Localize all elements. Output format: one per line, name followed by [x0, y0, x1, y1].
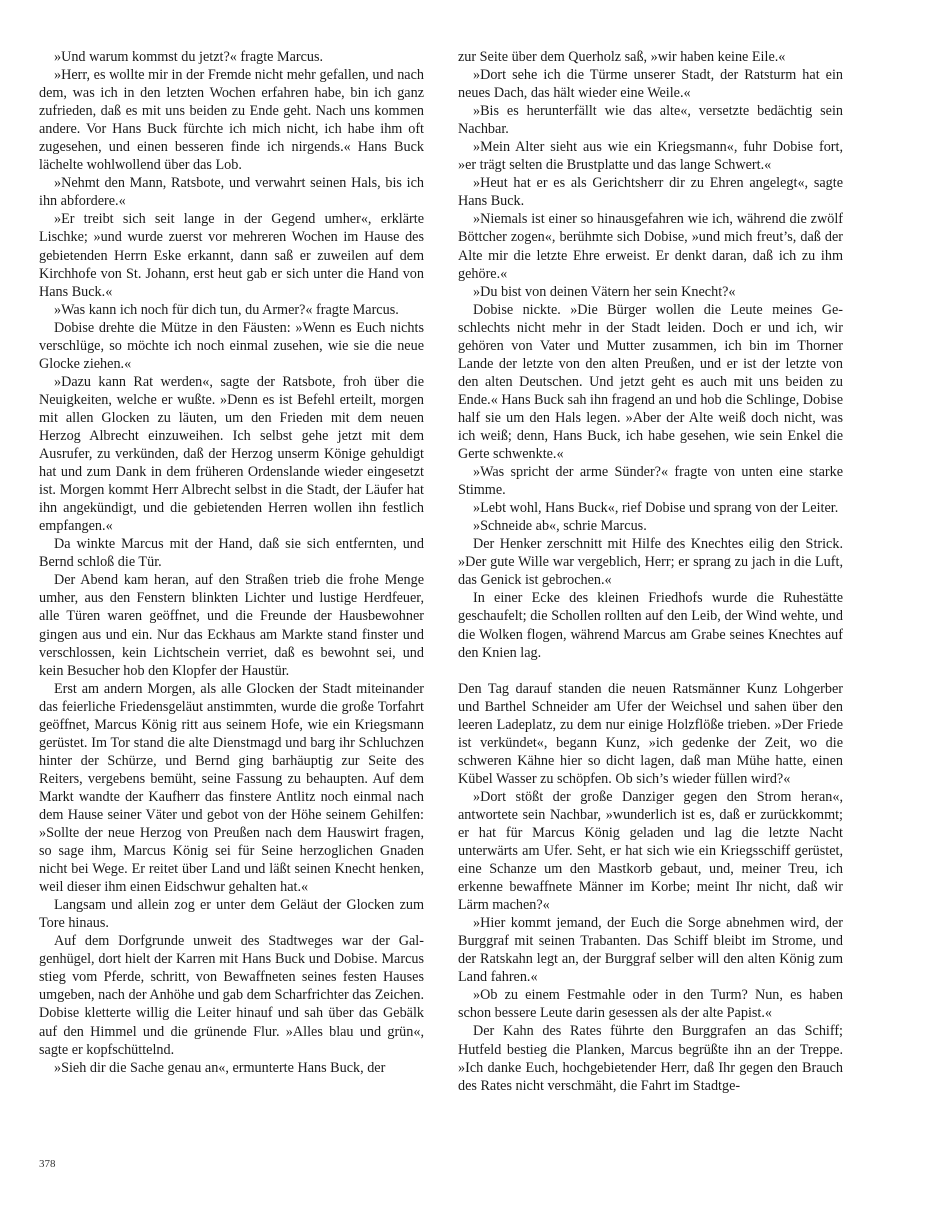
paragraph: »Was kann ich noch für dich tun, du Armer?« fragte Marcus.: [54, 301, 399, 318]
paragraph: »Schneide ab«, schrie Marcus.: [473, 518, 647, 535]
paragraph: Erst am andern Morgen, als alle Glocken der Stadt miteinander das feierliche Friedensgeläut anstimmten, wurde die große Torfahrt geöffnet, Marcus König ritt aus seinem Hofe, wie ein Kriegsmann gerüstet. Im Tor stand die alte Dienstmagd und barg ihr Schluchzen hinter der Schürze, und Bernd ging barhäuptig zur Seite des Reiters, vergebens bemüht, seine Fassung zu behaupten. Auf dem Markt wandte der Kaufherr das finstere Antlitz noch einmal nach dem Hause seiner Väter und gebot von der Höhe seinem Gehilfen: »Sollte der neue Herzog von Preußen nach dem Hauswirt fragen, so sage ihm, Marcus König sei für Seine herzoglichen Gnaden nicht bei Wege. Er reitet über Land und läßt seinen Knecht henken, weil dieser ihm einen Eidschwur gehalten hat.«: [39, 680, 424, 896]
paragraph: »Mein Alter sieht aus wie ein Kriegsmann«, fuhr Dobise fort, »er trägt selten die Brustplatte und das lange Schwert.«: [458, 139, 843, 174]
right-column: [458, 48, 843, 1095]
paragraph: »Ob zu einem Festmahle oder in den Turm? Nun, es haben schon bessere Leute darin gesessen als der alte Papist.«: [458, 987, 843, 1022]
paragraph: »Niemals ist einer so hinausgefahren wie ich, während die zwölf Böttcher zogen«, berühmte sich Dobise, »und mich freut’s, daß der Alte mir die letzte Ehre erweist. Er denkt daran, daß ich zu ihm gehöre.«: [458, 211, 843, 282]
paragraph: Dobise nickte. »Die Bürger wollen die Leute meines Geschlechts nicht mehr in der Stadt leiden. Doch er und ich, wir gehören von Vater und Mutter zusammen, ich bin im Thorner Lande der letzte von den alten Preußen, und er ist der letzte von den alten Deutschen. Und jetzt geht es auch mit uns beiden zu Ende.« Hans Buck sah ihn fragend an und hob die Schlinge, Dobise half sie um den Hals legen. »Aber der Alte weiß doch nicht, was ich weiß; denn, Hans Buck, ich habe gesehen, wie sein Enkel die Gerte schwenkte.«: [458, 301, 843, 463]
paragraph: »Dort sehe ich die Türme unserer Stadt, der Ratsturm hat ein neues Dach, das hält wieder eine Weile.«: [458, 67, 843, 102]
paragraph: »Lebt wohl, Hans Buck«, rief Dobise und sprang von der Leiter.: [473, 500, 839, 517]
paragraph: »Du bist von deinen Vätern her sein Knecht?«: [473, 283, 736, 300]
paragraph: »Nehmt den Mann, Ratsbote, und verwahrt seinen Hals, bis ich ihn abfordere.«: [39, 175, 424, 210]
paragraph: »Dazu kann Rat werden«, sagte der Ratsbote, froh über die Neuigkeiten, welche er wußte. »Denn es ist Befehl erteilt, morgen mit allen Glocken zu läuten, um den Frieden mit dem neuen Herzog Albrecht einzuweihen. Ich selbst gehe jetzt mit dem Ausrufer, zu verkünden, daß der Herzog unserm Könige gehuldigt hat und zum Dank in dem früheren Ordenslande wieder eingesetzt ist. Morgen kommt Herr Albrecht selbst in die Stadt, der Läufer hat ihn angekündigt, und die gebietenden Herren wollen ihn festlich empfangen.«: [39, 373, 424, 535]
paragraph: »Was spricht der arme Sünder?« fragte von unten eine starke Stimme.: [458, 464, 843, 499]
paragraph: »Heut hat er es als Gerichtsherr dir zu Ehren angelegt«, sagte Hans Buck.: [458, 175, 843, 210]
paragraph: »Und warum kommst du jetzt?« fragte Marcus.: [54, 49, 324, 65]
paragraph-continued: zur Seite über dem Querholz saß, »wir haben keine Eile.«: [458, 49, 786, 65]
paragraph: Der Henker zerschnitt mit Hilfe des Knechtes eilig den Strick. »Der gute Wille war vergeblich, Herr; er sprang zu jach in die Luft, das Genick ist gebrochen.«: [458, 536, 843, 589]
paragraph: »Sieh dir die Sache genau an«, ermunterte Hans Buck, der: [54, 1059, 386, 1076]
page-number: 378: [39, 1158, 56, 1170]
paragraph: »Herr, es wollte mir in der Fremde nicht mehr gefallen, und nach dem, was ich in den letzten Wochen erfahren habe, bin ich ganz zufrieden, daß es mit uns beiden zu Ende geht. Nach uns kommen andere. Vor Hans Buck fürchte ich mich nicht, ich habe ihm oft zugesehen, und einen besseren finde ich nirgends.« Hans Buck lächelte wohlwollend über das Lob.: [39, 67, 424, 174]
paragraph: »Hier kommt jemand, der Euch die Sorge abnehmen wird, der Burggraf mit seinen Trabanten. Das Schiff bleibt im Strome, und der Ratskahn legt an, der Burggraf selber will den alten König zum Land fahren.«: [458, 915, 843, 986]
paragraph: Der Abend kam heran, auf den Straßen trieb die frohe Menge umher, aus den Fenstern blinkten Lichter und lustige Herdfeuer, alle Türen waren geöffnet, und die Freunde der Hausbewohner gingen aus und ein. Nur das Eckhaus am Markte stand finster und verschlossen, kein Lichtschein verriet, daß es bewohnt sei, und kein Besucher hob den Klopfer der Haustür.: [39, 572, 424, 679]
paragraph: »Bis es herunterfällt wie das alte«, versetzte bedächtig sein Nachbar.: [458, 103, 843, 138]
paragraph: Der Kahn des Rates führte den Burggrafen an das Schiff; Hutfeld bestieg die Planken, Marcus begrüßte ihn an der Treppe. »Ich danke Euch, hochgebietender Herr, daß Ihr gegen den Brauch des Rates nicht verschmäht, die Fahrt im Stadtge-: [458, 1023, 843, 1094]
paragraph: In einer Ecke des kleinen Friedhofs wurde die Ruhestätte geschaufelt; die Schollen rollten auf den Leib, der Wind wehte, und die Wolken flogen, während Marcus am Grabe seines Knechtes auf den Knien lag.: [458, 590, 843, 661]
paragraph: Dobise drehte die Mütze in den Fäusten: »Wenn es Euch nichts verschlüge, so möchte ich noch einmal zusehen, wie sie die neue Glocke ziehen.«: [39, 319, 424, 372]
paragraph: Da winkte Marcus mit der Hand, daß sie sich entfernten, und Bernd schloß die Tür.: [39, 536, 424, 571]
paragraph: »Er treibt sich seit lange in der Gegend umher«, erklärte Lischke; »und wurde zuerst vor mehreren Wochen im Hause des gebietenden Herrn Eske erkannt, dann saß er zuweilen auf dem Kirchhofe von St. Johann, erst heut gab er sich unter die Hand von Hans Buck.«: [39, 211, 424, 300]
paragraph: »Dort stößt der große Danziger gegen den Strom heran«, antwortete sein Nachbar, »wunderlich ist es, daß er zurückkommt; er hat für Marcus König geladen und lag die letzte Nacht unterwärts am Ufer. Seht, er hat sich wie ein Kriegsschiff gerüstet, eine Schanze um den Mastkorb gebaut, und, meiner Treu, ich erkenne bewaffnete Männer im Korbe; meint Ihr nicht, daß wir Lärm machen?«: [458, 788, 843, 914]
paragraph: Auf dem Dorfgrunde unweit des Stadtweges war der Galgenhügel, dort hielt der Karren mit Hans Buck und Dobise. Marcus stieg vom Pferde, schritt, von Bewaffneten seines festen Hauses umgeben, nach der Anhöhe und gab dem Scharfrichter das Zeichen. Dobise kletterte willig die Leiter hinauf und sah über das Gebälk auf den Himmel und die grünende Flur. »Alles blau und grün«, sagte er kopfschüttelnd.: [39, 933, 424, 1058]
paragraph: Langsam und allein zog er unter dem Geläut der Glocken zum Tore hinaus.: [39, 897, 424, 932]
section-start-paragraph: Den Tag darauf standen die neuen Ratsmänner Kunz Lohgerber und Barthel Schneider am Ufer der Weichsel und sahen über den leeren Ladeplatz, zu dem nur einige Holzflöße trieben. »Der Friede ist verkündet«, begann Kunz, »ich gedenke der Zeit, wo die schweren Kähne hier so dicht lagen, daß man Mühe hatte, einen Kübel Wasser zu schöpfen. Ob sich’s wieder füllen wird?«: [458, 680, 843, 787]
left-column: [39, 48, 424, 1077]
